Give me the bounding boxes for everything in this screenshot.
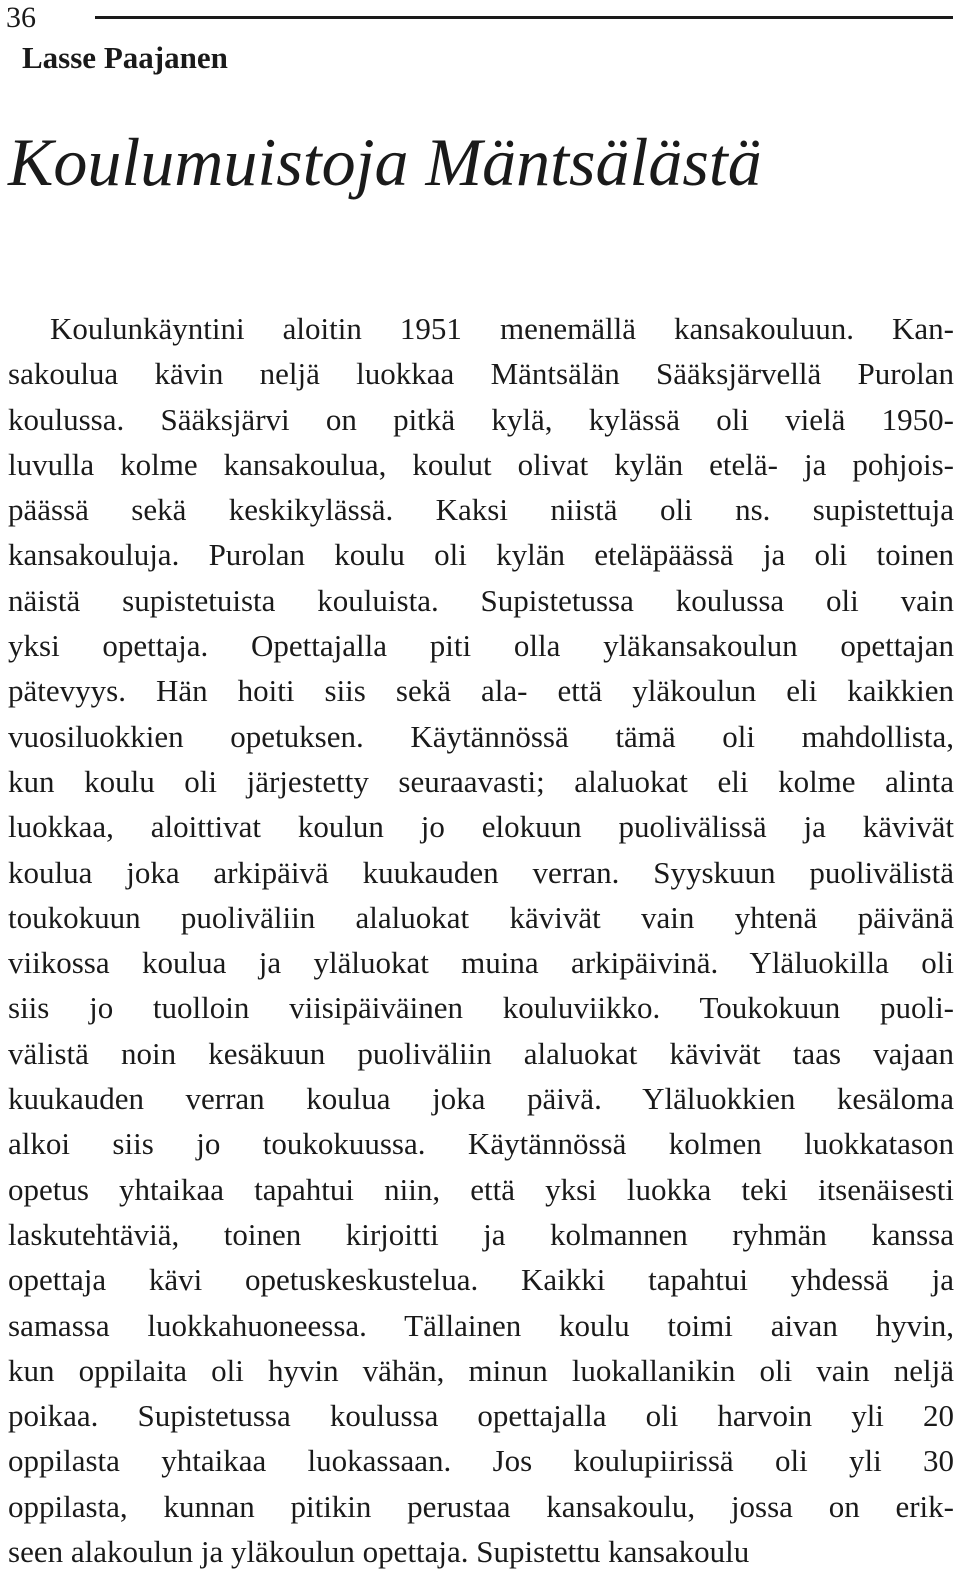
body-line: alkoi siis jo toukokuussa. Käytännössä kolmen luokkatason	[8, 1126, 954, 1162]
body-line: pätevyys. Hän hoiti siis sekä ala- että yläkoulun eli kaikkien	[8, 673, 954, 709]
body-line: poikaa. Supistetussa koulussa opettajalla oli harvoin yli 20	[8, 1398, 954, 1434]
body-line: opettaja kävi opetuskeskustelua. Kaikki tapahtui yhdessä ja	[8, 1262, 954, 1298]
body-line: koulussa. Sääksjärvi on pitkä kylä, kylässä oli vielä 1950-	[8, 401, 954, 437]
body-line: siis jo tuolloin viisipäiväinen kouluviikko. Toukokuun puoli-	[8, 990, 954, 1026]
body-line: yksi opettaja. Opettajalla piti olla yläkansakoulun opettajan	[8, 628, 954, 664]
body-line: viikossa koulua ja yläluokat muina arkipäivinä. Yläluokilla oli	[8, 945, 954, 981]
body-line: kuukauden verran koulua joka päivä. Yläluokkien kesäloma	[8, 1081, 954, 1117]
body-line: sakoulua kävin neljä luokkaa Mäntsälän Sääksjärvellä Purolan	[8, 356, 954, 392]
article-title: Koulumuistoja Mäntsälästä	[8, 124, 762, 200]
body-line: vuosiluokkien opetuksen. Käytännössä tämä oli mahdollista,	[8, 718, 954, 754]
article-body	[8, 306, 954, 1574]
body-line: luvulla kolme kansakoulua, koulut olivat kylän etelä- ja pohjois-	[8, 446, 954, 482]
body-line: päässä sekä keskikylässä. Kaksi niistä oli ns. supistettuja	[8, 492, 954, 528]
body-line: kun koulu oli järjestetty seuraavasti; alaluokat eli kolme alinta	[8, 763, 954, 799]
body-line: oppilasta yhtaikaa luokassaan. Jos koulupiirissä oli yli 30	[8, 1443, 954, 1479]
body-line: laskutehtäviä, toinen kirjoitti ja kolmannen ryhmän kanssa	[8, 1216, 954, 1252]
body-line: välistä noin kesäkuun puoliväliin alaluokat kävivät taas vajaan	[8, 1035, 954, 1071]
author-name: Lasse Paajanen	[22, 40, 228, 75]
body-line: koulua joka arkipäivä kuukauden verran. Syyskuun puolivälistä	[8, 854, 954, 890]
body-line: samassa luokkahuoneessa. Tällainen koulu toimi aivan hyvin,	[8, 1307, 954, 1343]
body-line: Koulunkäyntini aloitin 1951 menemällä kansakouluun. Kan-	[50, 311, 954, 346]
body-line: toukokuun puoliväliin alaluokat kävivät vain yhtenä päivänä	[8, 899, 954, 935]
body-line: kansakouluja. Purolan koulu oli kylän eteläpäässä ja oli toinen	[8, 537, 954, 573]
body-line: opetus yhtaikaa tapahtui niin, että yksi luokka teki itsenäisesti	[8, 1171, 954, 1207]
body-line: näistä supistetuista kouluista. Supistetussa koulussa oli vain	[8, 582, 954, 618]
body-line: kun oppilaita oli hyvin vähän, minun luokallanikin oli vain neljä	[8, 1352, 954, 1388]
body-line: oppilasta, kunnan pitikin perustaa kansakoulu, jossa on erik-	[8, 1488, 954, 1524]
header-rule	[95, 16, 953, 19]
page-number: 36	[6, 1, 36, 34]
body-line: luokkaa, aloittivat koulun jo elokuun puolivälissä ja kävivät	[8, 809, 954, 845]
body-line: seen alakoulun ja yläkoulun opettaja. Supistettu kansakoulu	[8, 1534, 750, 1570]
